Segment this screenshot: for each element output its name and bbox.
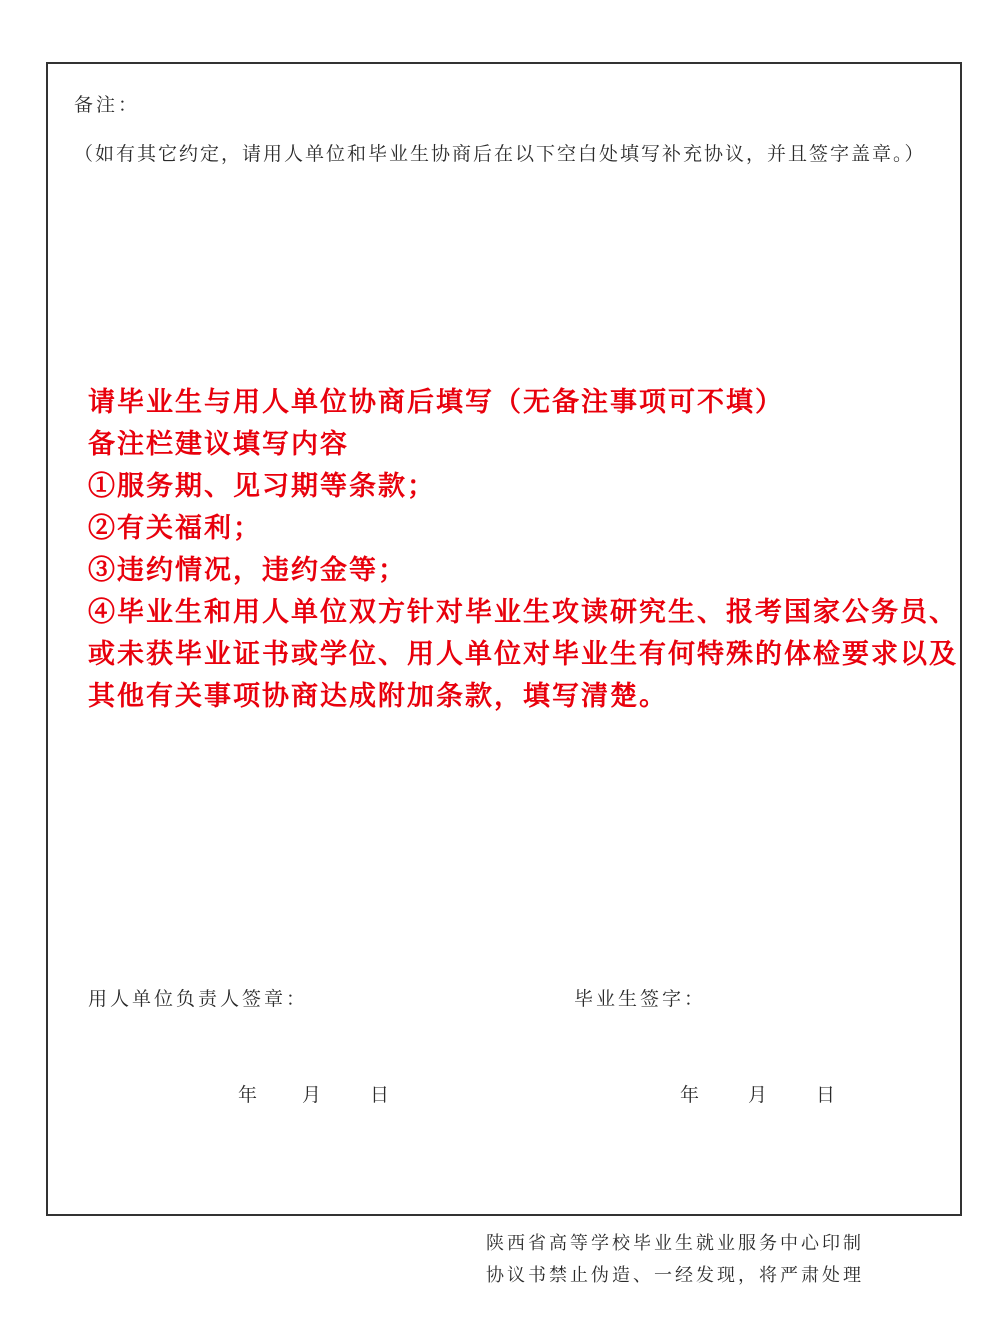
footer-printer: 陕西省高等学校毕业生就业服务中心印制 xyxy=(486,1233,864,1254)
remarks-label: 备注： xyxy=(74,94,141,116)
date-day: 日 xyxy=(370,1084,390,1106)
date-month: 月 xyxy=(302,1084,322,1106)
guidance-item: ①服务期、见习期等条款； xyxy=(88,471,436,502)
footer-note xyxy=(486,1228,864,1292)
guidance-block xyxy=(88,382,960,718)
employer-signature-label: 用人单位负责人签章： xyxy=(88,988,309,1010)
guidance-heading: 请毕业生与用人单位协商后填写（无备注事项可不填） xyxy=(88,387,784,418)
guidance-item: ②有关福利； xyxy=(88,513,262,544)
footer-warning: 协议书禁止伪造、一经发现，将严肃处理 xyxy=(486,1265,864,1286)
guidance-subheading: 备注栏建议填写内容 xyxy=(88,429,349,460)
date-day: 日 xyxy=(816,1084,836,1106)
graduate-signature-label: 毕业生签字： xyxy=(574,988,707,1010)
remarks-instruction: （如有其它约定，请用人单位和毕业生协商后在以下空白处填写补充协议，并且签字盖章。） xyxy=(74,143,926,165)
guidance-item: ④毕业生和用人单位双方针对毕业生攻读研究生、报考国家公务员、或未获毕业证书或学位、用人单位对毕业生有何特殊的体检要求以及其他有关事项协商达成附加条款，填写清楚。 xyxy=(88,597,958,712)
date-year: 年 xyxy=(680,1084,700,1106)
guidance-item: ③违约情况，违约金等； xyxy=(88,555,407,586)
date-year: 年 xyxy=(238,1084,258,1106)
date-month: 月 xyxy=(748,1084,768,1106)
